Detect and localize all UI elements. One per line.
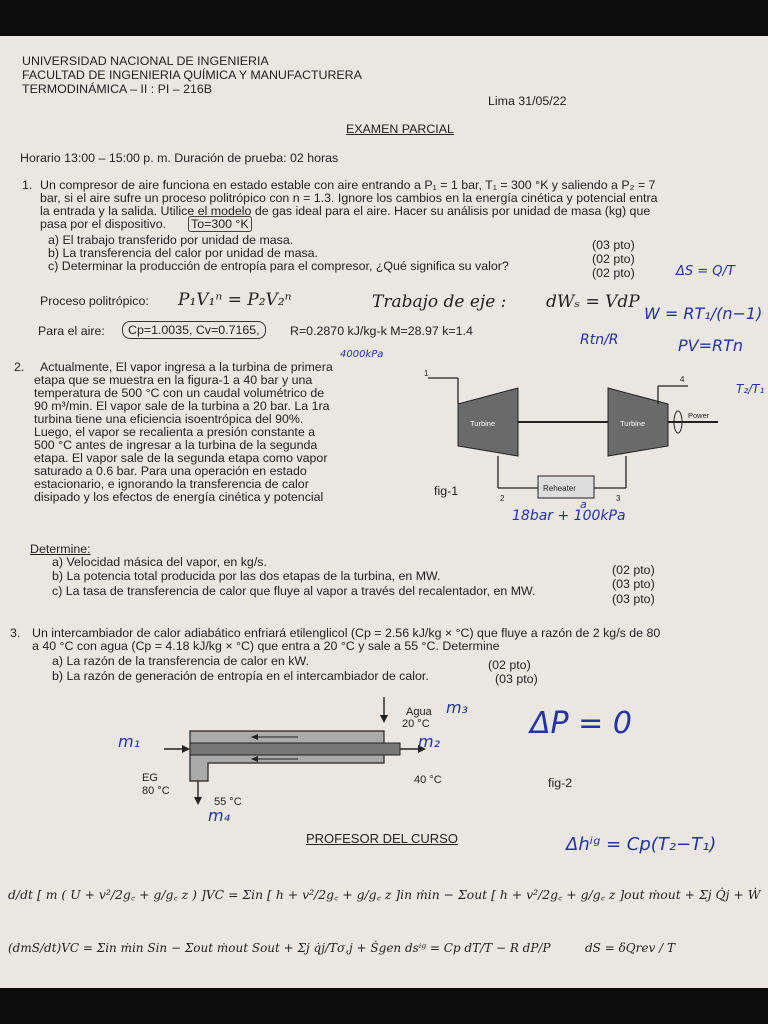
exam-date: Lima 31/05/22 [488,94,567,108]
handwritten-enthalpy-formula: Δhⁱᵍ = Cp(T₂−T₁) [566,834,717,855]
fig2-eg-label: EG [142,772,158,784]
q2-item-a: a) Velocidad másica del vapor, en kg/s. [52,555,267,569]
q2-number: 2. [14,360,25,374]
fig1-state-1: 1 [424,369,429,378]
q2-line: disipado y los efectos de energía cinética y potencial [34,490,324,504]
professor-signature: PROFESOR DEL CURSO [306,831,458,846]
q2-line: estacionario, e ignorando la transferencia de calor [34,477,309,491]
fig1-caption: fig-1 [434,484,459,498]
q2-line: turbina tiene una eficiencia isoentrópica del 90%. [34,412,304,426]
exam-sheet [0,36,768,988]
fig2-inner-tube [190,743,400,755]
handwritten-m1: m₁ [118,732,140,751]
fig1-turbine-diagram [418,366,728,506]
fig2-water-inlet-temp: 20 °C [402,718,430,730]
energy-balance-equation: d/dt [ m ( U + v²/2g꜀ + g/g꜀ z ) ]VC = Σin [ h + v²/2g꜀ + g/g꜀ z ]in ṁin − Σout [ h + v²/2g꜀ + g/g꜀ z ]out ṁout + Σj Q̇j + Ẇ [8,887,761,902]
q3-text-line2: a 40 °C con agua (Cp = 4.18 kJ/kg × °C) que entra a 20 °C y sale a 55 °C. Determine [32,639,500,653]
handwritten-delta-s: ΔS = Q/T [676,264,735,279]
q2-line: 500 °C antes de ingresar a la turbina de la segunda [34,438,318,452]
handwritten-pv-rtn: PV=RTn [678,336,744,355]
fig1-state-2: 2 [500,494,505,503]
q1-dead-state-box: To=300 °K [188,216,252,232]
q1-text-line3: la entrada y la salida. Utilice el modelo de gas ideal para el aire. Hacer su análisis por unidad de masa (kg) que [40,204,651,218]
q1-item-c: c) Determinar la producción de entropía para el compresor, ¿Qué significa su valor? [48,259,509,273]
q2-item-b-points: (03 pto) [612,577,655,591]
q3-item-a-points: (02 pto) [488,658,531,672]
fig1-state-3: 3 [616,494,621,503]
q1-text-line4: pasa por el dispositivo. [40,217,167,231]
fig1-turbine-1-label: Turbine [470,419,496,428]
air-properties-label: Para el aire: [38,324,105,338]
fig2-eg-inlet-temp: 80 °C [142,785,170,797]
q1-item-c-points: (02 pto) [592,266,635,280]
q1-item-b: b) La transferencia del calor por unidad de masa. [48,246,318,260]
fig2-heat-exchanger-diagram [138,691,458,811]
fig2-water-label: Agua [406,706,432,718]
faculty-name: FACULTAD DE INGENIERIA QUÍMICA Y MANUFACTURERA [22,68,362,82]
air-cp-cv-box: Cp=1.0035, Cv=0.7165, [122,321,266,339]
university-name: UNIVERSIDAD NACIONAL DE INGENIERIA [22,54,269,68]
q2-line: temperatura de 500 °C con un caudal volumétrico de [34,386,325,400]
fig2-eg-outlet-temp: 40 °C [414,774,442,786]
q1-number: 1. [22,178,33,192]
handwritten-m2: m₂ [418,732,440,751]
handwritten-state-a: a [580,498,587,511]
q1-item-a-points: (03 pto) [592,238,635,252]
q2-line: Luego, el vapor se recalienta a presión constante a [34,425,316,439]
handwritten-rtn-over-r: Rtn/R [580,332,619,348]
polytropic-label: Proceso politrópico: [40,294,149,308]
air-r-m-k: R=0.2870 kJ/kg-k M=28.97 k=1.4 [290,324,473,338]
polytropic-equation: P₁V₁ⁿ = P₂V₂ⁿ [178,290,292,310]
q2-item-b: b) La potencia total producida por las dos etapas de la turbina, en MW. [52,569,441,583]
exam-title: EXAMEN PARCIAL [346,122,454,136]
reversible-entropy-equation: dS = δQrev / T [585,941,675,955]
fig1-power-label: Power [688,411,710,420]
fig1-state-4: 4 [680,375,685,384]
q2-item-a-points: (02 pto) [612,563,655,577]
handwritten-m3: m₃ [446,698,468,717]
q2-line: etapa que se muestra en la figura-1 a 40 bar y una [34,373,313,387]
q2-item-c: c) La tasa de transferencia de calor que fluye al vapor a través del recalentador, en MW. [52,584,536,598]
fig2-exchanger-shell [190,731,384,781]
shaft-work-label: Trabajo de eje : [372,292,507,312]
q2-line: Actualmente, El vapor ingresa a la turbina de primera [40,360,333,374]
handwritten-work-formula: W = RT₁/(n−1) [644,304,763,323]
ideal-gas-entropy-equation: dsⁱᵍ = Cp dT/T − R dP/P [405,941,551,955]
q2-line: 90 m³/min. El vapor sale de la turbina a 20 bar. La 1ra [34,399,330,413]
q3-item-a: a) La razón de la transferencia de calor en kW. [52,654,309,668]
shaft-work-equation: dWₛ = VdP [546,292,640,312]
q2-line: saturado a 0.6 bar. Para una operación en estado [34,464,307,478]
handwritten-delta-p-zero: ΔP = 0 [530,706,632,741]
q3-item-b: b) La razón de generación de entropía en el intercambiador de calor. [52,669,429,683]
handwritten-reheater-note: 18bar + 100kPa [512,508,626,524]
handwritten-pressure-note: 4000kPa [340,349,384,360]
fig2-water-outlet-temp: 55 °C [214,796,242,808]
entropy-balance-equation: (dmS/dt)VC = Σin ṁin Sin − Σout ṁout Sout + Σj q̇j/Tσ,j + Ṡgen [8,941,402,955]
exam-schedule: Horario 13:00 – 15:00 p. m. Duración de prueba: 02 horas [20,151,339,165]
q1-text-line2: bar, si el aire sufre un proceso politrópico con n = 1.3. Ignore los cambios en la energía cinética y potencial entra [40,191,658,205]
q1-item-a: a) El trabajo transferido por unidad de masa. [48,233,294,247]
fig1-turbine-2-label: Turbine [620,419,646,428]
q1-text-line1: Un compresor de aire funciona en estado estable con aire entrando a P₁ = 1 bar, T₁ = 300 °K y saliendo a P₂ = 7 [40,178,656,192]
q3-text-line1: Un intercambiador de calor adiabático enfriará etilenglicol (Cp = 2.56 kJ/kg × °C) que fluye a razón de 2 kg/s de 80 [32,626,661,640]
q2-item-c-points: (03 pto) [612,592,655,606]
fig1-reheater-label: Reheater [543,484,576,493]
handwritten-m4: m₄ [208,806,230,825]
q3-item-b-points: (03 pto) [495,672,538,686]
handwritten-temperature-ratio: T₂/T₁ [736,382,765,396]
q2-determine: Determine: [30,542,91,556]
q3-number: 3. [10,626,21,640]
fig2-caption: fig-2 [548,776,573,790]
q2-line: etapa. El vapor sale de la segunda etapa como vapor [34,451,328,465]
q1-item-b-points: (02 pto) [592,252,635,266]
course-code: TERMODINÁMICA – II : PI – 216B [22,82,213,96]
